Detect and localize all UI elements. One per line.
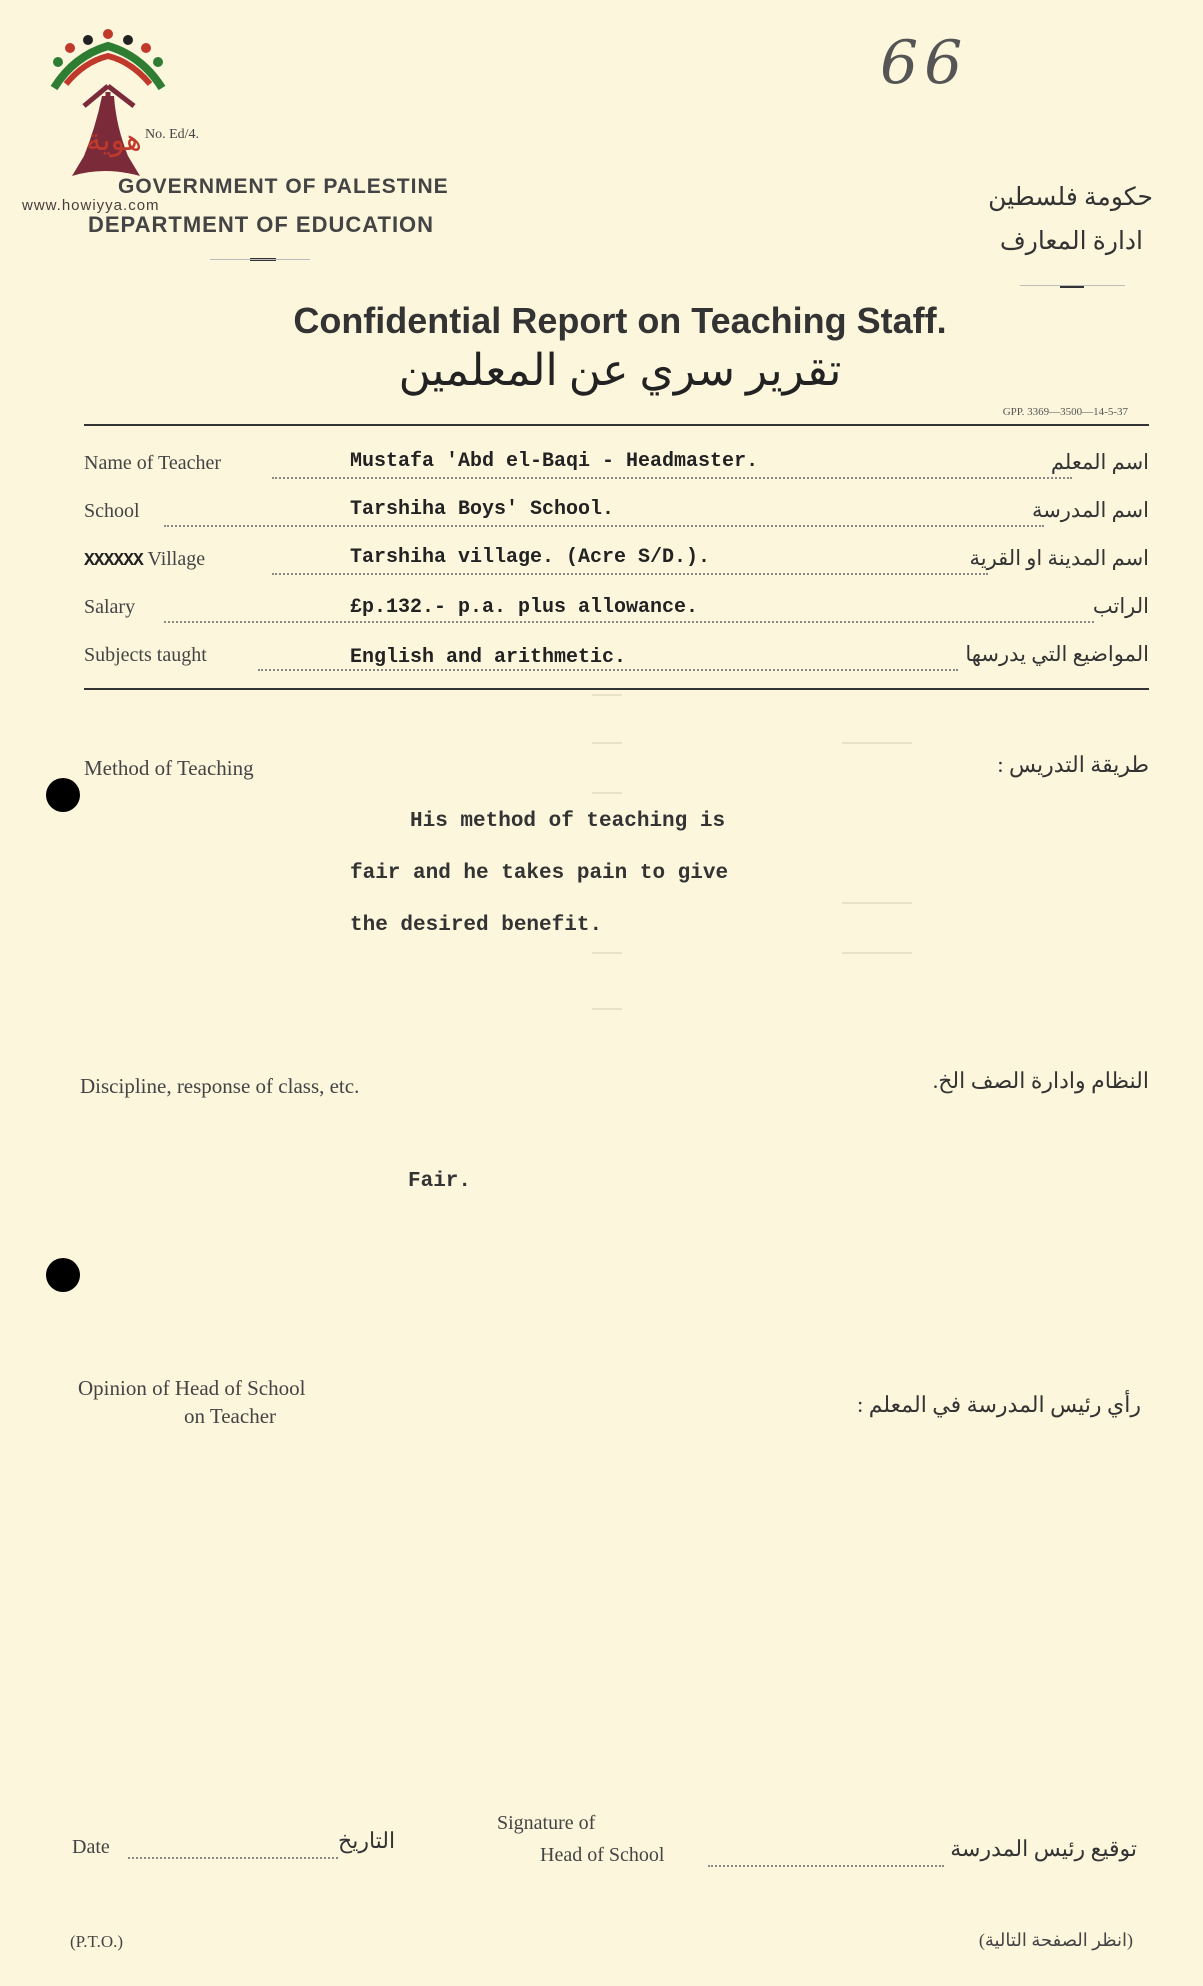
field-label-name-arabic: اسم المعلم xyxy=(1050,450,1149,474)
discipline-label-arabic: النظام وادارة الصف الخ. xyxy=(932,1068,1149,1093)
discipline-label: Discipline, response of class, etc. xyxy=(80,1074,360,1098)
binder-hole xyxy=(46,1258,80,1292)
field-dotted-line xyxy=(164,524,1044,527)
signature-label-arabic: توقيع رئيس المدرسة xyxy=(950,1836,1137,1861)
field-value-name: Mustafa 'Abd el-Baqi - Headmaster. xyxy=(350,450,759,473)
signature-label-line1: Signature of xyxy=(497,1812,596,1834)
field-label-school: School xyxy=(84,500,140,522)
report-title-arabic: تقرير سري عن المعلمين xyxy=(398,346,842,395)
field-label-salary: Salary xyxy=(84,596,136,618)
field-dotted-line xyxy=(272,572,988,575)
bleed-mark xyxy=(842,742,912,744)
bleed-mark xyxy=(842,902,912,904)
field-label-village xyxy=(84,548,205,571)
howiyya-logo-watermark xyxy=(44,26,172,196)
field-dotted-line xyxy=(272,476,1072,479)
method-label: Method of Teaching xyxy=(84,756,254,780)
bleed-mark xyxy=(842,952,912,954)
method-label-arabic: طريقة التدريس : xyxy=(997,752,1149,777)
struck-out-text: XXXXXX xyxy=(84,551,143,571)
opinion-label-arabic: رأي رئيس المدرسة في المعلم : xyxy=(857,1392,1141,1417)
pto-note: (P.T.O.) xyxy=(70,1932,124,1951)
field-value-school: Tarshiha Boys' School. xyxy=(350,498,615,521)
handwritten-page-number: 66 xyxy=(880,28,969,98)
binder-hole xyxy=(46,778,80,812)
field-value-village: Tarshiha village. (Acre S/D.). xyxy=(350,546,711,569)
field-label-village-text: Village xyxy=(147,548,206,570)
report-title: Confidential Report on Teaching Staff. xyxy=(293,300,947,341)
pto-note-arabic: (انظر الصفحة التالية) xyxy=(978,1930,1133,1950)
bleed-mark xyxy=(592,1008,622,1010)
logo-arabic-text: هوية xyxy=(86,123,142,158)
bottom-rule xyxy=(84,688,1149,690)
field-value-salary: £p.132.- p.a. plus allowance. xyxy=(350,596,699,619)
field-value-subjects: English and arithmetic. xyxy=(350,646,627,669)
date-label-arabic: التاريخ xyxy=(338,1828,396,1853)
field-label-village-arabic: اسم المدينة او القرية xyxy=(969,546,1149,570)
bleed-mark xyxy=(592,694,622,696)
people-icons xyxy=(53,29,163,88)
bleed-mark xyxy=(592,952,622,954)
heading-rule xyxy=(210,259,310,260)
signature-dotted-line xyxy=(708,1864,944,1867)
signature-label-line2: Head of School xyxy=(540,1844,665,1866)
form-number: No. Ed/4. xyxy=(145,127,200,142)
method-text-line: His method of teaching is xyxy=(410,810,726,833)
opinion-label-line1: Opinion of Head of School xyxy=(78,1376,306,1400)
method-text-line: fair and he takes pain to give xyxy=(350,862,729,885)
print-code: GPP. 3369—3500—14-5-37 xyxy=(1002,406,1128,418)
top-rule xyxy=(84,424,1149,426)
field-label-subjects: Subjects taught xyxy=(84,644,207,666)
arabic-heading-rule xyxy=(1020,285,1125,286)
bleed-mark xyxy=(592,792,622,794)
arabic-government-heading: حكومة فلسطين xyxy=(988,184,1153,211)
department-heading: DEPARTMENT OF EDUCATION xyxy=(88,212,435,237)
field-label-school-arabic: اسم المدرسة xyxy=(1031,498,1149,522)
method-text-line: the desired benefit. xyxy=(350,914,603,937)
field-label-name: Name of Teacher xyxy=(84,452,222,474)
government-heading: GOVERNMENT OF PALESTINE xyxy=(118,175,449,198)
field-label-salary-arabic: الراتب xyxy=(1092,594,1149,618)
arabic-department-heading: ادارة المعارف xyxy=(999,228,1143,255)
discipline-value: Fair. xyxy=(408,1170,472,1193)
date-dotted-line xyxy=(128,1856,338,1859)
watermark-website: www.howiyya.com xyxy=(22,197,160,214)
field-dotted-line xyxy=(164,620,1094,623)
opinion-label-line2: on Teacher xyxy=(184,1404,277,1428)
bleed-mark xyxy=(592,742,622,744)
date-label: Date xyxy=(72,1836,110,1858)
field-label-subjects-arabic: المواضيع التي يدرسها xyxy=(965,642,1149,666)
